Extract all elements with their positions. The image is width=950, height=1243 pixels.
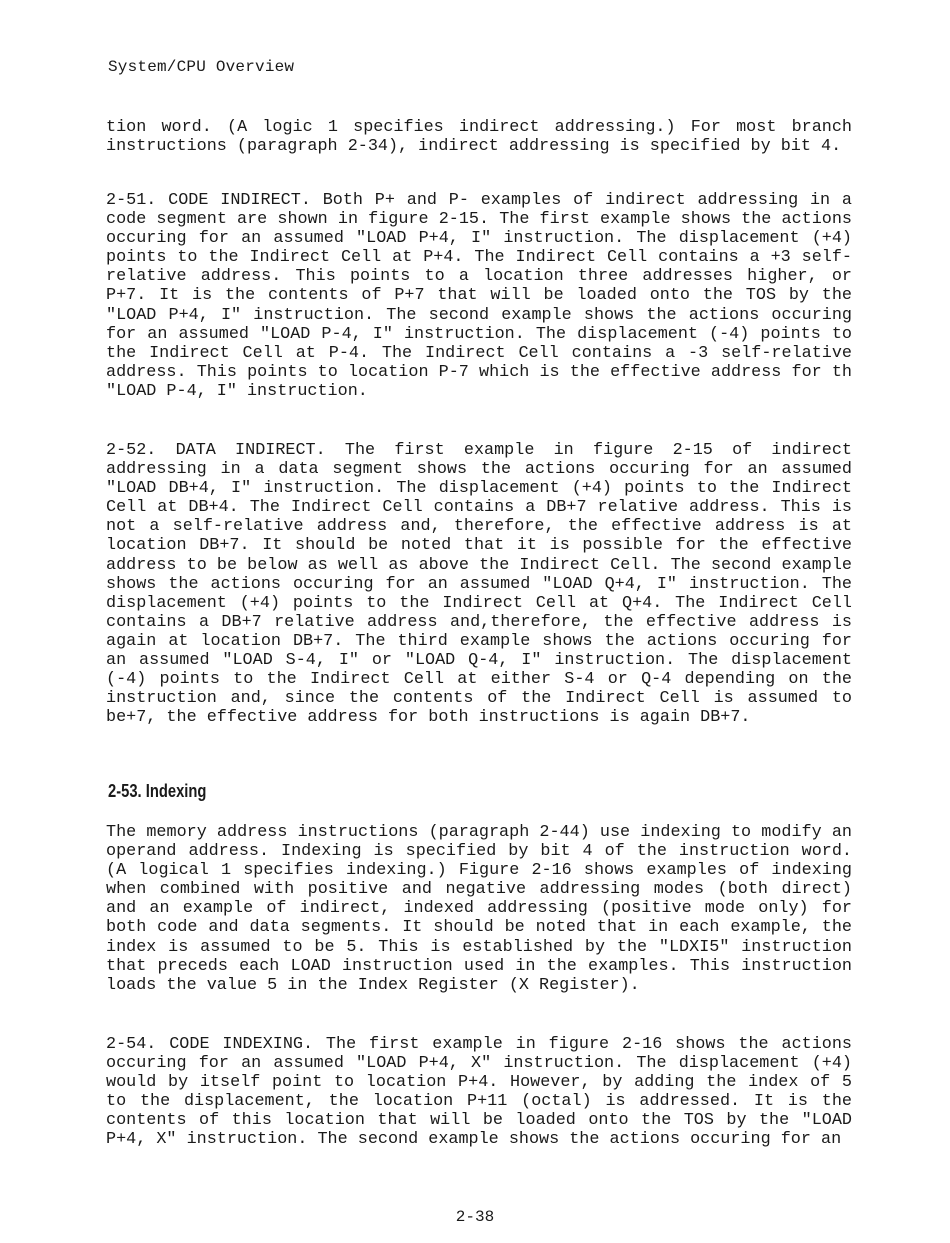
section-heading-indexing: 2-53. Indexing [108,781,207,801]
page-number: 2-38 [455,1208,495,1226]
running-header: System/CPU Overview [108,58,295,76]
paragraph-text: 2-51. CODE INDIRECT. Both P+ and P- examples of indirect addressing in a code segment are shown in figure 2-15. The first example shows the actions occuring for an assumed "LOAD P+4, I" instruction. The displacement (+4) points to the Indirect Cell at P+4. The Indirect Cell contains a +3 self-relative address. This points to a location three addresses higher, or P+7. It is the contents of P+7 that will be loaded onto the TOS by the "LOAD P+4, I" instruction. The second example shows the actions occuring for an assumed "LOAD P-4, I" instruction. The displacement (-4) points to the Indirect Cell at P-4. The Indirect Cell contains a -3 self-relative address. This points to location P-7 which is the effective address for th "LOAD P-4, I" instruction. [106,191,852,401]
paragraph-indexing-intro [106,823,852,995]
paragraph-continuation [106,118,852,156]
paragraph-2-54-code-indexing [106,1035,852,1150]
paragraph-text: 2-54. CODE INDEXING. The first example in figure 2-16 shows the actions occuring for an assumed "LOAD P+4, X" instruction. The displacement (+4) would by itself point to location P+4. However, by adding the index of 5 to the displacement, the location P+11 (octal) is addressed. It is the contents of this location that will be loaded onto the TOS by the "LOAD P+4, X" instruction. The second example shows the actions occuring for an [106,1035,852,1150]
paragraph-2-52-data-indirect [106,441,852,727]
paragraph-text: 2-52. DATA INDIRECT. The first example in figure 2-15 of indirect addressing in a data segment shows the actions occuring for an assumed "LOAD DB+4, I" instruction. The displacement (+4) points to the Indirect Cell at DB+4. The Indirect Cell contains a DB+7 relative address. This is not a self-relative address and, therefore, the effective address is at location DB+7. It should be noted that it is possible for the effective address to be below as well as above the Indirect Cell. The second example shows the actions occuring for an assumed "LOAD Q+4, I" instruction. The displacement (+4) points to the Indirect Cell at Q+4. The Indirect Cell contains a DB+7 relative address and,therefore, the effective address is again at location DB+7. The third example shows the actions occuring for an assumed "LOAD S-4, I" or "LOAD Q-4, I" instruction. The displacement (-4) points to the Indirect Cell at either S-4 or Q-4 depending on the instruction and, since the contents of the Indirect Cell is assumed to be+7, the effective address for both instructions is again DB+7. [106,441,852,728]
paragraph-text: The memory address instructions (paragraph 2-44) use indexing to modify an operand address. Indexing is specified by bit 4 of the instruction word. (A logical 1 specifies indexing.) Figure 2-16 shows examples of indexing when combined with positive and negative addressing modes (both direct) and an example of indirect, indexed addressing (positive mode only) for both code and data segments. It should be noted that in each example, the index is assumed to be 5. This is established by the "LDXI5" instruction that preceds each LOAD instruction used in the examples. This instruction loads the value 5 in the Index Register (X Register). [106,823,852,995]
paragraph-text: tion word. (A logic 1 specifies indirect addressing.) For most branch instructions (paragraph 2-34), indirect addressing is specified by bit 4. [106,118,852,157]
paragraph-2-51-code-indirect [106,191,852,401]
